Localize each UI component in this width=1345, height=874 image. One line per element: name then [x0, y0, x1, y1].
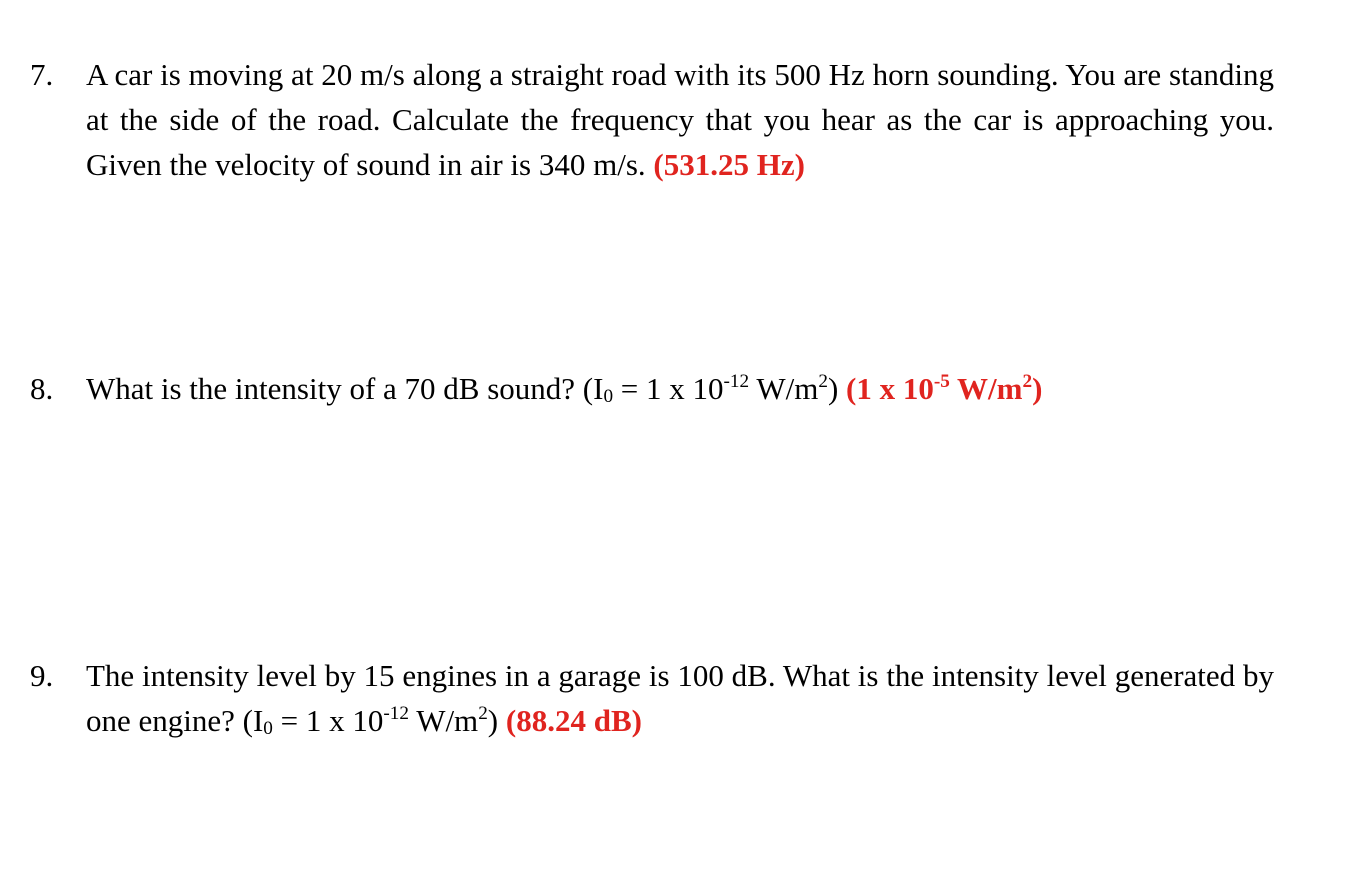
answer-exponent: -5 — [933, 371, 950, 393]
exponent: -12 — [383, 703, 409, 725]
question-number: 9. — [30, 658, 54, 693]
answer — [846, 371, 1042, 406]
question-body — [86, 366, 1274, 411]
question-text: = 1 x 10 — [272, 703, 384, 738]
question-9 — [30, 653, 1274, 743]
question-body — [86, 653, 1274, 743]
question-text: The intensity level by 15 engines in a garage is 100 dB. What is the intensity level generated by one engine? (I — [86, 658, 1274, 738]
question-number: 7. — [30, 57, 54, 92]
answer-unit: W/m — [949, 371, 1023, 406]
exponent: -12 — [723, 371, 750, 393]
subscript: 0 — [603, 385, 614, 407]
unit-square: 2 — [478, 703, 488, 725]
subscript: 0 — [263, 717, 273, 739]
question-body — [86, 52, 1274, 187]
question-number: 8. — [30, 371, 54, 406]
question-text: A car is moving at 20 m/s along a straight road with its 500 Hz horn sounding. You are standing at the side of the road. Calculate the frequency that you hear as the car is approaching you. Given the velocity of sound in air is 340 m/s. — [86, 57, 1274, 182]
question-text: ) — [487, 703, 499, 738]
question-text: = 1 x 10 — [613, 371, 724, 406]
answer: (88.24 dB) — [505, 703, 642, 738]
question-7 — [30, 52, 1274, 187]
unit-text: W/m — [749, 371, 819, 406]
answer-text: (1 x 10 — [846, 371, 934, 406]
question-text: What is the intensity of a 70 dB sound? (I — [86, 371, 604, 406]
question-text: ) — [827, 371, 839, 406]
answer: (531.25 Hz) — [653, 147, 805, 182]
question-8 — [30, 366, 1274, 411]
unit-square: 2 — [818, 371, 828, 393]
answer-unit-square: 2 — [1022, 371, 1033, 393]
answer-close: ) — [1032, 371, 1043, 406]
unit-text: W/m — [409, 703, 479, 738]
